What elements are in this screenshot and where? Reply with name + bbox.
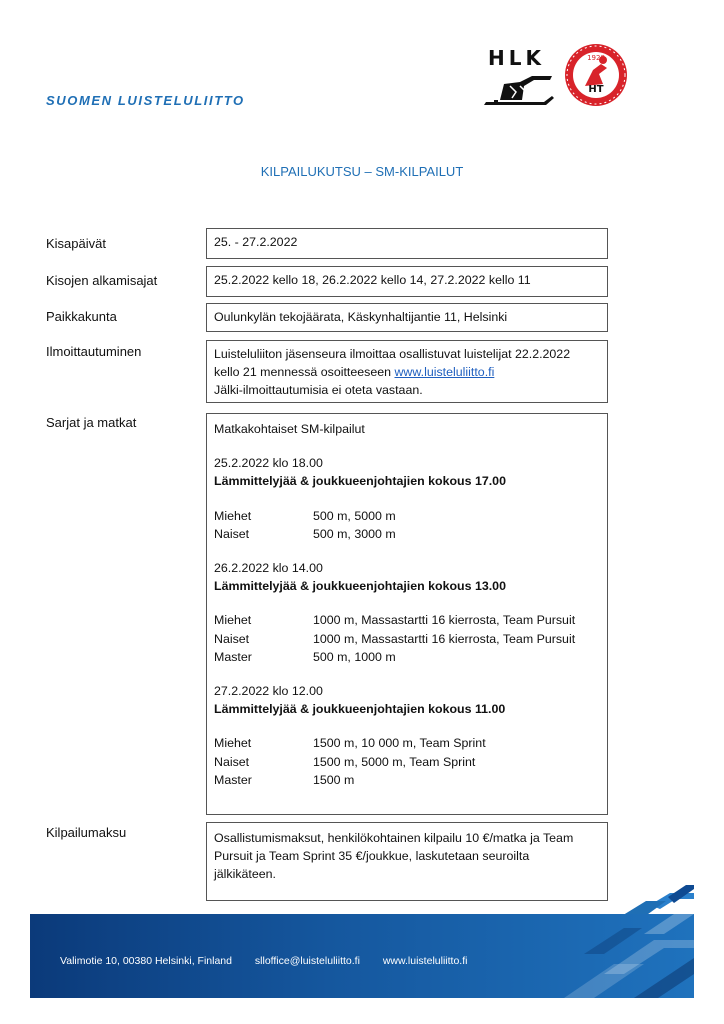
day-date: 26.2.2022 klo 14.00 xyxy=(214,561,323,576)
day-block xyxy=(214,682,600,718)
dates-label: Kisapäivät xyxy=(46,236,106,251)
event-group: Naiset xyxy=(214,754,250,769)
club-logo-text: HLK xyxy=(488,46,545,70)
seal-letters: HT xyxy=(588,84,604,95)
day-block xyxy=(214,559,600,595)
event-row xyxy=(214,507,600,525)
club-seal-icon xyxy=(563,40,629,110)
fee-line-1: Osallistumismaksut, henkilökohtainen kilpailu 10 €/matka ja Team xyxy=(214,831,574,845)
day-block xyxy=(214,454,600,490)
event-row xyxy=(214,630,600,648)
event-distances: 1000 m, Massastartti 16 kierrosta, Team Pursuit xyxy=(313,631,576,646)
seal-year: 1928 xyxy=(587,54,605,62)
dates-value: 25. - 27.2.2022 xyxy=(214,235,298,249)
events-list xyxy=(214,611,600,666)
skate-icon xyxy=(480,72,560,110)
series-intro: Matkakohtaiset SM-kilpailut xyxy=(214,422,365,436)
registration-line-2 xyxy=(214,363,600,381)
registration-box xyxy=(206,340,608,403)
event-group: Naiset xyxy=(214,631,250,646)
event-group: Miehet xyxy=(214,508,252,523)
event-group: Miehet xyxy=(214,736,252,751)
day-meeting: Lämmittelyjää & joukkueenjohtajien kokous 13.00 xyxy=(214,579,506,594)
fee-box xyxy=(206,822,608,901)
event-distances: 1500 m xyxy=(313,772,355,787)
footer-website[interactable]: www.luisteluliitto.fi xyxy=(382,955,468,967)
day-meeting: Lämmittelyjää & joukkueenjohtajien kokous 17.00 xyxy=(214,474,506,489)
day-date: 25.2.2022 klo 18.00 xyxy=(214,456,323,471)
start-times-label: Kisojen alkamisajat xyxy=(46,273,158,288)
events-list xyxy=(214,734,600,789)
dates-box xyxy=(206,228,608,259)
registration-line-3: Jälki-ilmoittautumisia ei oteta vastaan. xyxy=(214,383,423,398)
event-distances: 500 m, 1000 m xyxy=(313,649,396,664)
event-row xyxy=(214,753,600,771)
event-distances: 1500 m, 10 000 m, Team Sprint xyxy=(313,736,486,751)
event-distances: 1500 m, 5000 m, Team Sprint xyxy=(313,754,476,769)
fee-label: Kilpailumaksu xyxy=(46,825,127,840)
start-times-box xyxy=(206,266,608,297)
organization-name: SUOMEN LUISTELULIITTO xyxy=(46,93,245,108)
event-row xyxy=(214,734,600,752)
club-logo xyxy=(480,38,632,116)
document-title: KILPAILUKUTSU – SM-KILPAILUT xyxy=(260,164,464,179)
footer-contact xyxy=(60,955,487,967)
footer-address: Valimotie 10, 00380 Helsinki, Finland xyxy=(60,955,232,967)
event-distances: 500 m, 5000 m xyxy=(313,508,396,523)
event-group: Master xyxy=(214,649,252,664)
location-label: Paikkakunta xyxy=(46,309,117,324)
fee-line-2: Pursuit ja Team Sprint 35 €/joukkue, laskutetaan seuroilta xyxy=(214,849,530,864)
event-row xyxy=(214,525,600,543)
series-box xyxy=(206,413,608,815)
event-group: Master xyxy=(214,772,252,787)
location-box xyxy=(206,303,608,332)
event-group: Miehet xyxy=(214,613,252,628)
fee-line-3: jälkikäteen. xyxy=(214,867,276,882)
day-meeting: Lämmittelyjää & joukkueenjohtajien kokous 11.00 xyxy=(214,702,506,717)
event-group: Naiset xyxy=(214,526,250,541)
location-value: Oulunkylän tekojäärata, Käskynhaltijantie 11, Helsinki xyxy=(214,310,508,324)
registration-line-1: Luisteluliiton jäsenseura ilmoittaa osallistuvat luistelijat 22.2.2022 xyxy=(214,347,571,361)
event-row xyxy=(214,771,600,789)
event-distances: 1000 m, Massastartti 16 kierrosta, Team Pursuit xyxy=(313,613,576,628)
footer-bar xyxy=(30,914,694,998)
event-row xyxy=(214,611,600,629)
events-list xyxy=(214,507,600,543)
event-distances: 500 m, 3000 m xyxy=(313,526,396,541)
footer-stripes-pattern xyxy=(524,914,694,998)
day-date: 27.2.2022 klo 12.00 xyxy=(214,684,323,699)
event-row xyxy=(214,648,600,666)
registration-line-2-text: kello 21 mennessä osoitteeseen xyxy=(214,365,395,380)
series-label: Sarjat ja matkat xyxy=(46,415,137,430)
footer-email[interactable]: slloffice@luisteluliitto.fi xyxy=(254,955,360,967)
registration-label: Ilmoittautuminen xyxy=(46,344,142,359)
start-times-value: 25.2.2022 kello 18, 26.2.2022 kello 14, 27.2.2022 kello 11 xyxy=(214,273,531,287)
registration-link[interactable]: www.luisteluliitto.fi xyxy=(394,365,495,380)
footer-stripes-decoration xyxy=(590,885,694,917)
